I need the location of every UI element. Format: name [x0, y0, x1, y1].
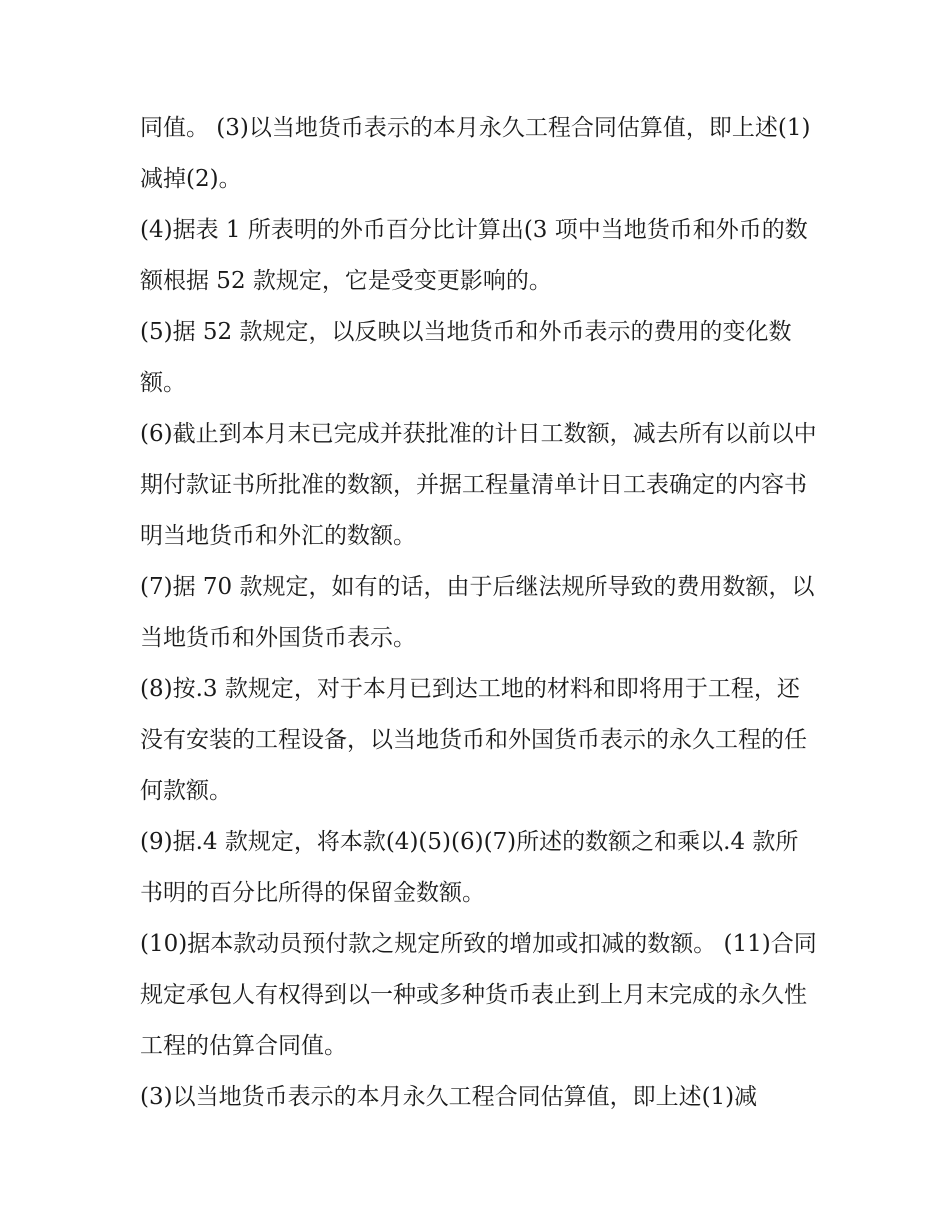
paragraph-7: (9)据.4 款规定，将本款(4)(5)(6)(7)所述的数额之和乘以.4 款所书明的百分比所得的保留金数额。	[140, 829, 799, 906]
paragraph-8: (10)据本款动员预付款之规定所致的增加或扣减的数额。 (11)合同规定承包人有权得到以一种或多种货币表止到上月末完成的永久性工程的估算合同值。	[140, 931, 817, 1059]
paragraph-3: (5)据 52 款规定，以反映以当地货币和外币表示的费用的变化数额。	[140, 319, 792, 396]
paragraph-9: (3)以当地货币表示的本月永久工程合同估算值，即上述(1)减	[140, 1084, 758, 1110]
paragraph-5: (7)据 70 款规定，如有的话，由于后继法规所导致的费用数额，以当地货币和外国货币表示。	[140, 574, 815, 651]
paragraph-6: (8)按.3 款规定，对于本月已到达工地的材料和即将用于工程，还没有安装的工程设备，以当地货币和外国货币表示的永久工程的任何款额。	[140, 676, 807, 804]
paragraph-1: 同值。 (3)以当地货币表示的本月永久工程合同估算值，即上述(1)减掉(2)。	[140, 115, 811, 192]
document-body	[140, 103, 820, 1123]
paragraph-4: (6)截止到本月末已完成并获批准的计日工数额，减去所有以前以中期付款证书所批准的数额，并据工程量清单计日工表确定的内容书明当地货币和外汇的数额。	[140, 421, 817, 549]
paragraph-2: (4)据表 1 所表明的外币百分比计算出(3 项中当地货币和外币的数额根据 52 款规定，它是受变更影响的。	[140, 217, 808, 294]
